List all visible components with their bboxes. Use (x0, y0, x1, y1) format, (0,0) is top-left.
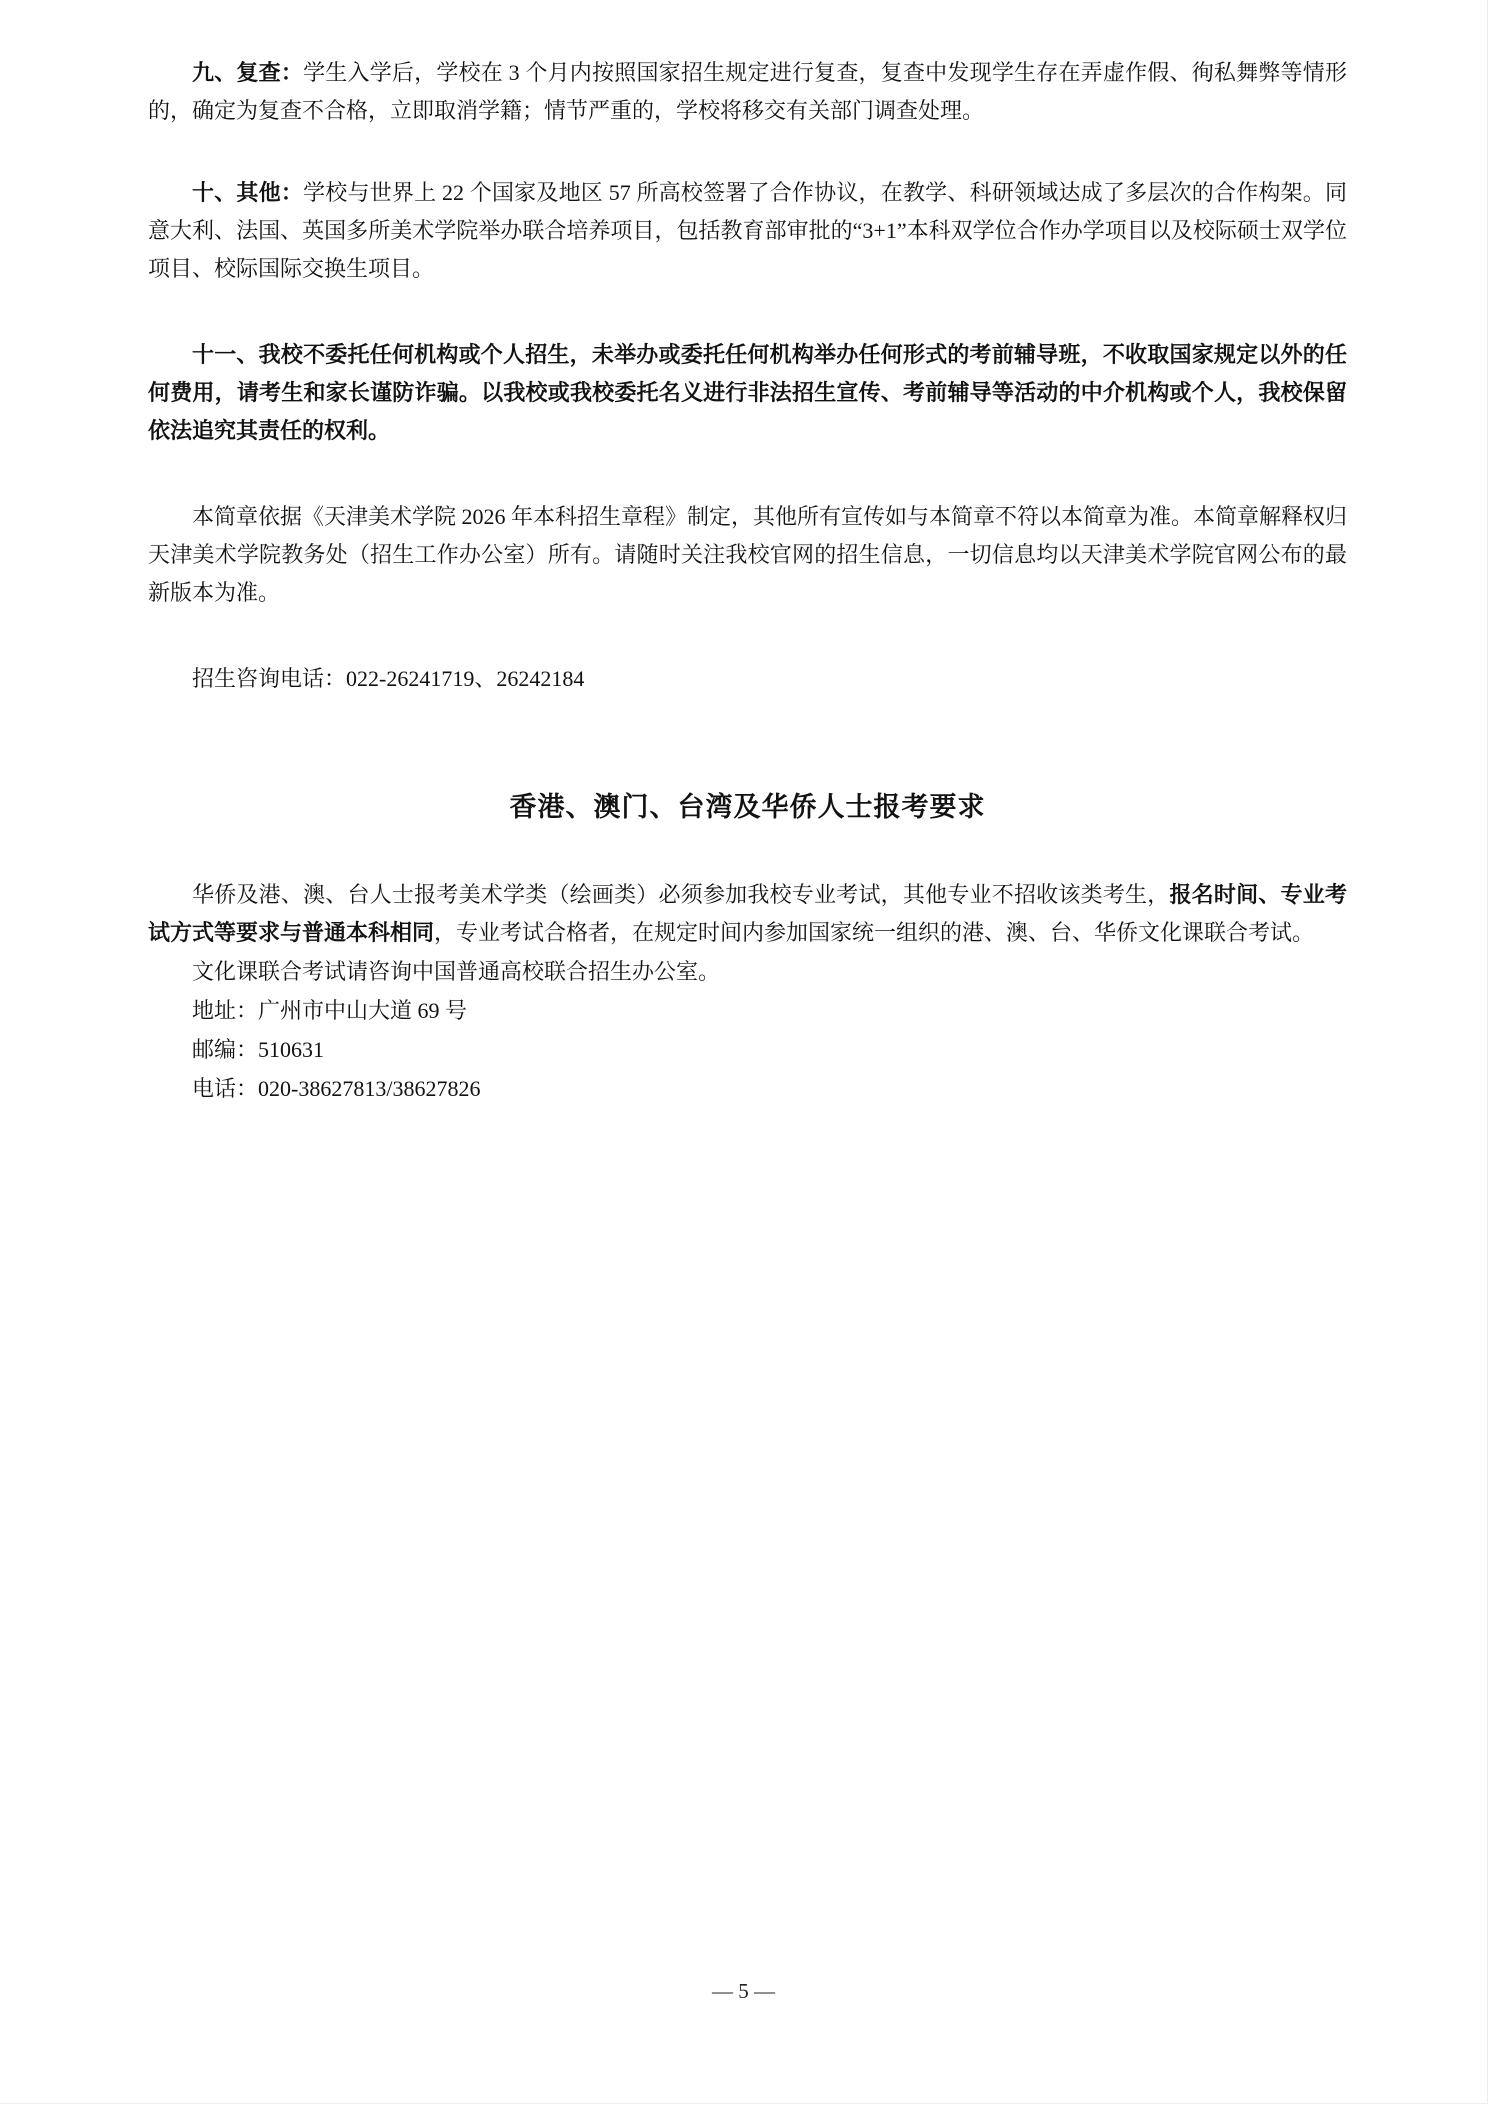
page-number: — 5 — (712, 1979, 775, 2003)
paragraph-hmt-bold-run: 报名时间、专业考试方式等要求与普通本科相同 (148, 882, 1347, 945)
hmt-section-heading: 香港、澳门、台湾及华侨人士报考要求 (509, 792, 986, 822)
paragraph-hmt-normal-1: 华侨及港、澳、台人士报考美术学类（绘画类）必须参加我校专业考试，其他专业不招收该类考生， (192, 882, 1170, 907)
admission-hotline-text: 招生咨询电话：022-26241719、26242184 (192, 666, 585, 691)
hmt-phone-line: 电话：020-38627813/38627826 (192, 1076, 481, 1101)
hmt-zipcode-line: 邮编：510631 (192, 1037, 325, 1062)
admission-hotline (148, 660, 1347, 698)
paragraph-review-lead: 九、复查： (192, 60, 304, 85)
paragraph-other-lead: 十、其他： (192, 180, 304, 205)
paragraph-anti-fraud-body: 十一、我校不委托任何机构或个人招生，未举办或委托任何机构举办任何形式的考前辅导班，不收取国家规定以外的任何费用，请考生和家长谨防诈骗。以我校或我校委托名义进行非法招生宣传、考前辅导等活动的中介机构或个人，我校保留依法追究其责任的权利。 (148, 342, 1347, 443)
paragraph-other (148, 174, 1347, 288)
hmt-address-line: 地址：广州市中山大道 69 号 (192, 998, 468, 1023)
paragraph-charter (148, 498, 1347, 612)
paragraph-review-body: 学生入学后，学校在 3 个月内按照国家招生规定进行复查，复查中发现学生存在弄虚作假、徇私舞弊等情形的，确定为复查不合格，立即取消学籍；情节严重的，学校将移交有关部门调查处理。 (148, 60, 1347, 123)
hmt-consult-line: 文化课联合考试请咨询中国普通高校联合招生办公室。 (192, 959, 721, 984)
paragraph-other-body: 学校与世界上 22 个国家及地区 57 所高校签署了合作协议，在教学、科研领域达成了多层次的合作构架。同意大利、法国、英国多所美术学院举办联合培养项目，包括教育部审批的“3+1”本科双学位合作办学项目以及校际硕士双学位项目、校际国际交换生项目。 (148, 180, 1347, 281)
paragraph-anti-fraud (148, 336, 1347, 450)
paragraph-review (148, 54, 1347, 130)
paragraph-hmt-normal-2: ，专业考试合格者，在规定时间内参加国家统一组织的港、澳、台、华侨文化课联合考试。 (434, 920, 1315, 945)
paragraph-charter-body: 本简章依据《天津美术学院 2026 年本科招生章程》制定，其他所有宣传如与本简章不符以本简章为准。本简章解释权归天津美术学院教务处（招生工作办公室）所有。请随时关注我校官网的招生信息，一切信息均以天津美术学院官网公布的最新版本为准。 (148, 504, 1348, 605)
paragraph-hmt-overseas (148, 876, 1347, 952)
